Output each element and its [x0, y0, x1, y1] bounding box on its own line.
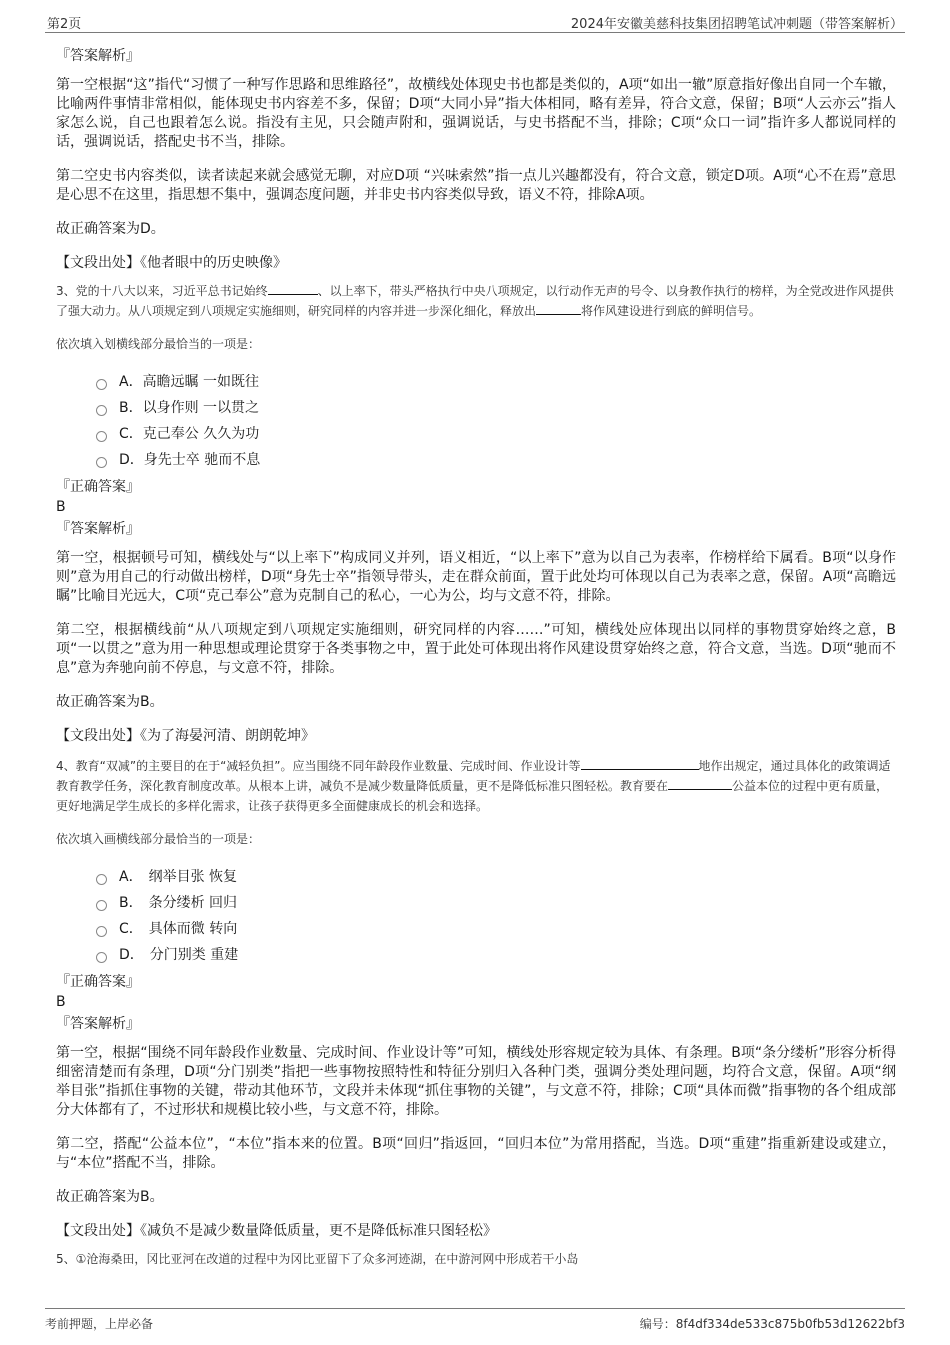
- option-letter: C．: [119, 426, 143, 442]
- analysis-label: 『答案解析』: [56, 48, 140, 64]
- question-text: 、以上率下，带头严格执行中央八项规定，以行动作无声的号令、以身教作执行的榜样，为全党改进作风提供了强大动力。从八项规定到八项规定实施细则，研究同样的内容并进一步深化细化，释放出: [56, 284, 894, 318]
- analysis-label: 『答案解析』: [56, 1016, 140, 1032]
- page-header: [45, 10, 905, 33]
- option-d[interactable]: [96, 447, 896, 473]
- analysis-label: 『答案解析』: [56, 521, 140, 537]
- option-d[interactable]: [96, 942, 896, 968]
- option-letter: B．: [119, 400, 143, 416]
- footer-slogan: 考前押题，上岸必备: [45, 1317, 154, 1331]
- conclusion: 故正确答案为B。: [56, 694, 164, 710]
- option-text: 条分缕析 回归: [148, 895, 238, 911]
- option-letter: A．: [119, 869, 143, 885]
- conclusion: 故正确答案为D。: [56, 221, 165, 237]
- fill-blank: [268, 281, 318, 295]
- analysis-paragraph: 第二空，根据横线前“从八项规定到八项规定实施细则，研究同样的内容……”可知，横线处应体现出以同样的事物贯穿始终之意，B项“一以贯之”意为用一种思想或理论贯穿于各类事物之中，置于此处可体现出将作风建设贯穿始终之意，符合文意，当选。D项“驰而不息”意为奔驰向前不停息，与文意不符，排除。: [56, 622, 896, 676]
- option-a[interactable]: [96, 369, 896, 395]
- option-text: 高瞻远瞩 一如既往: [142, 374, 260, 390]
- question-prompt: 依次填入画横线部分最恰当的一项是：: [56, 832, 261, 846]
- analysis-paragraph: 第二空，搭配“公益本位”，“本位”指本来的位置。B项“回归”指返回，“回归本位”为常用搭配，当选。D项“重建”指重新建设或建立，与“本位”搭配不当，排除。: [56, 1136, 896, 1171]
- correct-answer-label: 『正确答案』: [56, 974, 140, 990]
- option-text: 以身作则 一以贯之: [142, 400, 260, 416]
- option-letter: D．: [119, 452, 144, 468]
- source-citation: 【文段出处】《减负不是减少数量降低质量，更不是降低标准只图轻松》: [56, 1223, 497, 1239]
- option-text: 克己奉公 久久为功: [142, 426, 260, 442]
- analysis-paragraph: 第二空史书内容类似，读者读起来就会感觉无聊，对应D项 “兴味索然”指一点儿兴趣都没有，符合文意，锁定D项。A项“心不在焉”意思是心思不在这里，指思想不集中，强调态度问题，并非史书内容类似导致，语义不符，排除A项。: [56, 168, 896, 203]
- question-text: 将作风建设进行到底的鲜明信号。: [581, 304, 762, 318]
- option-letter: C．: [119, 921, 143, 937]
- document-title: 2024年安徽美慈科技集团招聘笔试冲刺题（带答案解析）: [570, 17, 903, 32]
- question-text: 3、党的十八大以来，习近平总书记始终: [56, 284, 268, 298]
- radio-icon[interactable]: [96, 379, 107, 390]
- option-letter: B．: [119, 895, 143, 911]
- analysis-paragraph: 第一空根据“这”指代“习惯了一种写作思路和思维路径”，故横线处体现史书也都是类似的，A项“如出一辙”原意指好像出自同一个车辙，比喻两件事情非常相似，能体现史书内容差不多，保留；D项“大同小异”指大体相同，略有差异，符合文意，保留；B项“人云亦云”指人家怎么说，自己也跟着怎么说。指没有主见，只会随声附和，强调说话，与史书搭配不当，排除；C项“众口一词”指许多人都说同样的话，强调说话，搭配史书不当，排除。: [56, 77, 896, 150]
- option-b[interactable]: [96, 890, 896, 916]
- fill-blank: [536, 301, 581, 315]
- radio-icon[interactable]: [96, 900, 107, 911]
- analysis-paragraph: 第一空，根据“围绕不同年龄段作业数量、完成时间、作业设计等”可知，横线处形容规定较为具体、有条理。B项“条分缕析”形容分析得细密清楚而有条理，D项“分门别类”指把一些事物按照特性和特征分别归入各种门类，强调分类处理问题，均符合文意，保留。A项“纲举目张”指抓住事物的关键，带动其他环节，文段并未体现“抓住事物的关键”，与文意不符，排除；C项“具体而微”指事物的各个组成部分大体都有了，不过形状和规模比较小些，与文意不符，排除。: [56, 1045, 896, 1118]
- correct-answer-label: 『正确答案』: [56, 479, 140, 495]
- page-footer: [45, 1308, 905, 1335]
- correct-answer: B: [56, 499, 66, 515]
- option-text: 具体而微 转向: [148, 921, 238, 937]
- radio-icon[interactable]: [96, 926, 107, 937]
- source-citation: 【文段出处】《他者眼中的历史映像》: [56, 255, 287, 271]
- source-citation: 【文段出处】《为了海晏河清、朗朗乾坤》: [56, 728, 315, 744]
- radio-icon[interactable]: [96, 405, 107, 416]
- option-text: 纲举目张 恢复: [148, 869, 238, 885]
- radio-icon[interactable]: [96, 431, 107, 442]
- question-text: 公益本位的过程中更有质量，更好地满足学生成长的多样化需求，让孩子获得更多全面健康成长的机会和选择。: [56, 779, 889, 813]
- question-text: 地作出规定，通过具体化的政策调适教育教学任务，深化教育制度改革。从根本上讲，减负不是减少数量降低质量，更不是降低标准只图轻松。教育要在: [56, 759, 891, 793]
- page-number: 第2页: [47, 17, 82, 32]
- option-a[interactable]: [96, 864, 896, 890]
- radio-icon[interactable]: [96, 874, 107, 885]
- option-text: 身先士卒 驰而不息: [143, 452, 261, 468]
- question-5-stem: 5、①沧海桑田，冈比亚河在改道的过程中为冈比亚留下了众多河迹湖，在中游河网中形成若干小岛: [56, 1252, 579, 1266]
- option-text: 分门别类 重建: [149, 947, 239, 963]
- question-4-stem: [56, 756, 896, 816]
- radio-icon[interactable]: [96, 457, 107, 468]
- question-prompt: 依次填入划横线部分最恰当的一项是：: [56, 337, 261, 351]
- analysis-paragraph: 第一空，根据顿号可知，横线处与“以上率下”构成同义并列，语义相近，“以上率下”意为以自己为表率，作榜样给下属看。B项“以身作则”意为用自己的行动做出榜样，D项“身先士卒”指领导带头，走在群众前面，置于此处均可体现以自己为表率之意，保留。A项“高瞻远瞩”比喻目光远大，C项“克己奉公”意为克制自己的私心，一心为公，均与文意不符，排除。: [56, 550, 896, 604]
- option-c[interactable]: [96, 421, 896, 447]
- radio-icon[interactable]: [96, 952, 107, 963]
- option-c[interactable]: [96, 916, 896, 942]
- conclusion: 故正确答案为B。: [56, 1189, 164, 1205]
- page-content: [56, 40, 896, 1269]
- option-letter: A．: [119, 374, 143, 390]
- document-serial: 编号：8f4df334de533c875b0fb53d12622bf3: [639, 1317, 905, 1331]
- fill-blank: [668, 776, 732, 790]
- option-b[interactable]: [96, 395, 896, 421]
- correct-answer: B: [56, 994, 66, 1010]
- question-3-stem: [56, 281, 896, 321]
- option-letter: D．: [119, 947, 144, 963]
- option-list: [56, 369, 896, 473]
- option-list: [56, 864, 896, 968]
- question-text: 4、教育“双减”的主要目的在于“减轻负担”。应当围绕不同年龄段作业数量、完成时间、作业设计等: [56, 759, 581, 773]
- fill-blank: [581, 756, 699, 770]
